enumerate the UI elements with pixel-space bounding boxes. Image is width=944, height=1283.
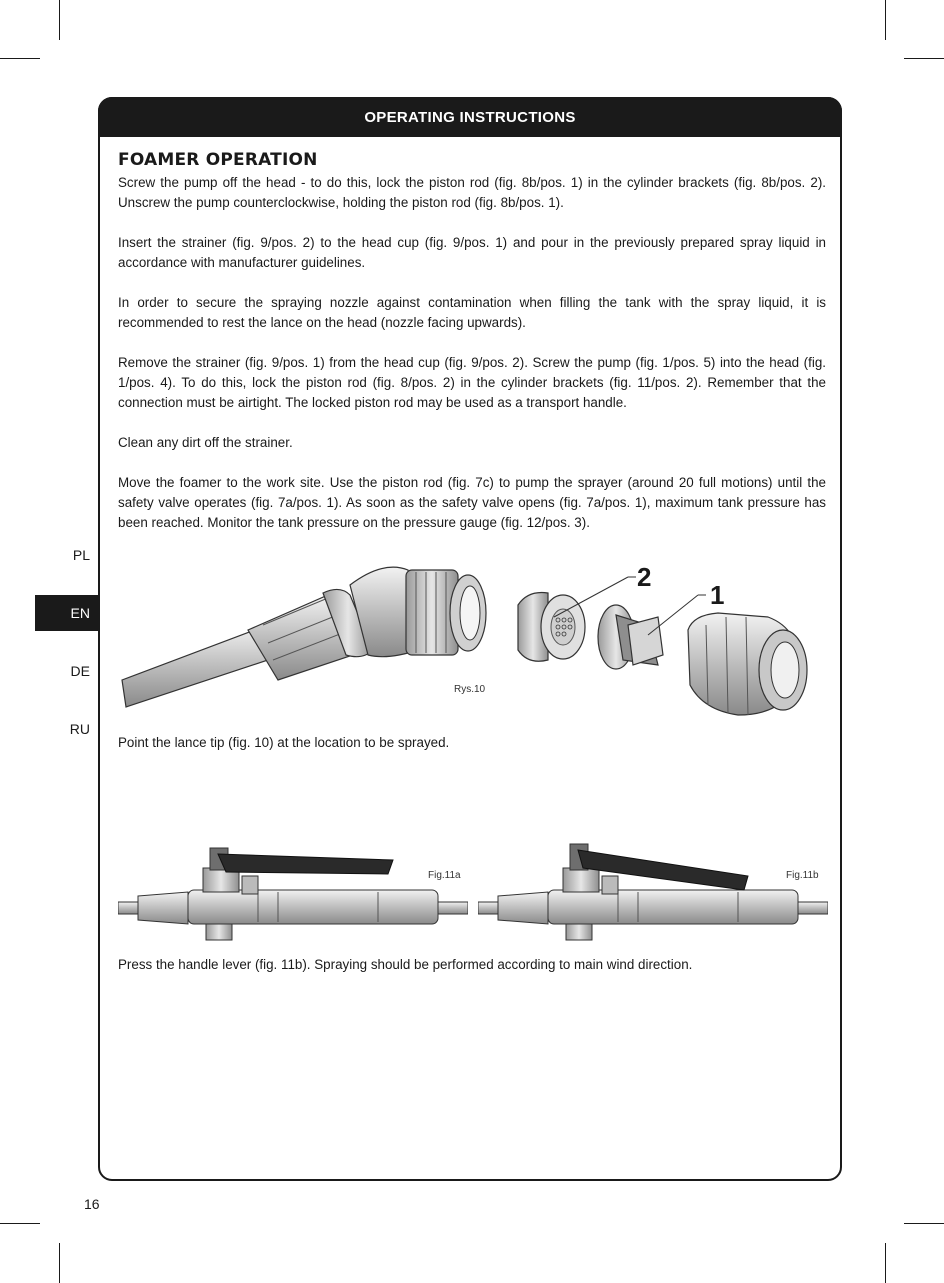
language-tab-pl[interactable]: PL bbox=[72, 547, 90, 563]
crop-mark bbox=[904, 58, 944, 59]
callout-1: 1 bbox=[710, 580, 725, 610]
paragraph: Remove the strainer (fig. 9/pos. 1) from the head cup (fig. 9/pos. 2). Screw the pump (fig. 1/pos. 5) into the head (fig. 1/pos. 4). To do this, lock the piston rod (fig. 8/pos. 2) in the cylinder brackets (fig. 11/pos. 2). Remember that the connection must be airtight. The locked piston rod may be used as a transport handle. bbox=[118, 355, 826, 410]
figure-label: Fig.11a bbox=[428, 870, 461, 881]
paragraph: Screw the pump off the head - to do this, lock the piston rod (fig. 8b/pos. 1) in the cylinder brackets (fig. 8b/pos. 2). Unscrew the pump counterclockwise, holding the piston rod (fig. 8b/pos. 1). bbox=[118, 175, 826, 210]
paragraph: Clean any dirt off the strainer. bbox=[118, 435, 293, 450]
paragraph: In order to secure the spraying nozzle against contamination when filling the tank with the spray liquid, it is recommended to rest the lance on the head (nozzle facing upwards). bbox=[118, 295, 826, 330]
paragraph: Press the handle lever (fig. 11b). Spraying should be performed according to main wind direction. bbox=[118, 957, 693, 972]
figure-label: Fig.11b bbox=[786, 870, 819, 881]
paragraph: Point the lance tip (fig. 10) at the location to be sprayed. bbox=[118, 735, 450, 750]
handle-valve-open-illustration bbox=[478, 840, 828, 945]
language-tab-ru[interactable]: RU bbox=[69, 721, 90, 737]
section-title: FOAMER OPERATION bbox=[118, 150, 318, 170]
language-tab-en[interactable]: EN bbox=[35, 595, 98, 631]
crop-mark bbox=[885, 0, 886, 40]
crop-mark bbox=[59, 0, 60, 40]
page-number: 16 bbox=[84, 1196, 100, 1212]
crop-mark bbox=[885, 1243, 886, 1283]
handle-valve-closed-illustration bbox=[118, 840, 468, 945]
language-tab-de[interactable]: DE bbox=[70, 663, 90, 679]
header-bar bbox=[98, 97, 842, 137]
callout-2: 2 bbox=[637, 562, 652, 592]
crop-mark bbox=[0, 58, 40, 59]
figure-label: Rys.10 bbox=[454, 684, 486, 695]
paragraph: Insert the strainer (fig. 9/pos. 2) to the head cup (fig. 9/pos. 1) and pour in the previously prepared spray liquid in accordance with manufacturer guidelines. bbox=[118, 235, 826, 270]
crop-mark bbox=[0, 1223, 40, 1224]
crop-mark bbox=[904, 1223, 944, 1224]
paragraph: Move the foamer to the work site. Use the piston rod (fig. 7c) to pump the sprayer (around 20 full motions) until the safety valve operates (fig. 7a/pos. 1). As soon as the safety valve opens (fig. 7a/pos. 1), maximum tank pressure has been reached. Monitor the tank pressure on the pressure gauge (fig. 12/pos. 3). bbox=[118, 475, 826, 530]
crop-mark bbox=[59, 1243, 60, 1283]
header-title: OPERATING INSTRUCTIONS bbox=[364, 108, 576, 126]
